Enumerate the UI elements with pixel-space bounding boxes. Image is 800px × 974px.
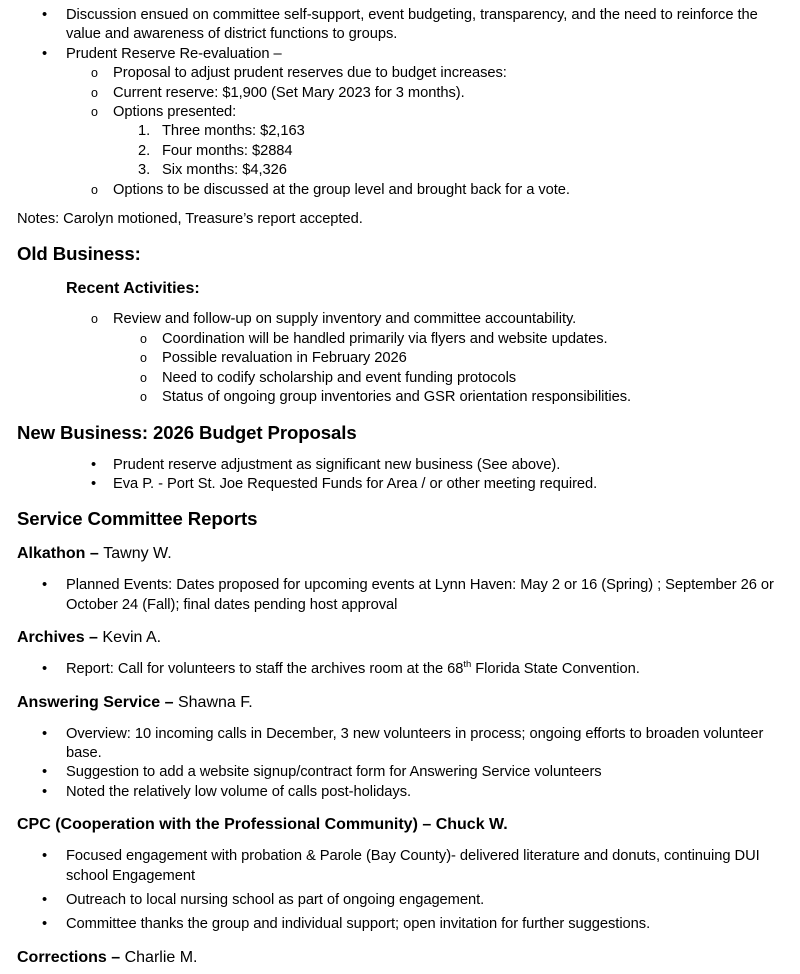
recent-activities-heading xyxy=(0,278,800,299)
text-run: Committee thanks the group and individual support; open invitation for further suggestions. xyxy=(66,916,651,933)
list-item xyxy=(0,330,800,349)
list-item-text xyxy=(66,784,411,800)
list-item xyxy=(0,388,800,407)
list-item xyxy=(0,456,800,475)
bullet-marker: o xyxy=(140,390,147,405)
list-item-text xyxy=(113,457,560,473)
list-item xyxy=(0,576,800,615)
list-item-text xyxy=(162,370,516,386)
bullet-marker: • xyxy=(42,661,48,678)
bullet-marker: o xyxy=(91,312,98,327)
text-run: Prudent Reserve Re-evaluation – xyxy=(66,45,282,62)
text-run: Recent Activities: xyxy=(66,280,200,298)
list-item-text xyxy=(113,311,576,327)
text-run: Notes: Carolyn motioned, Treasure’s report accepted. xyxy=(17,211,363,228)
list-item-text xyxy=(113,104,236,120)
text-run: Alkathon – xyxy=(17,545,104,563)
list-item-text xyxy=(66,7,758,42)
superscript-text: th xyxy=(463,659,472,671)
text-run: Options presented: xyxy=(113,104,237,121)
text-run: Three months: $2,163 xyxy=(162,123,305,140)
list-item-text xyxy=(66,916,650,932)
bullet-list xyxy=(0,576,800,615)
bullet-marker: o xyxy=(140,331,147,346)
bullet-marker: o xyxy=(140,370,147,385)
list-item-text xyxy=(66,892,484,908)
text-run: Florida State Convention. xyxy=(471,661,640,678)
list-item-text xyxy=(162,143,293,159)
list-item xyxy=(0,161,800,180)
text-run: Answering Service – xyxy=(17,693,178,711)
text-run: Tawny W. xyxy=(103,545,172,563)
text-run: Kevin A. xyxy=(102,629,162,647)
list-item-text xyxy=(113,476,597,492)
list-item xyxy=(0,369,800,388)
bullet-list xyxy=(0,310,800,407)
bullet-list xyxy=(0,6,800,200)
text-run: Need to codify scholarship and event funding protocols xyxy=(162,369,517,386)
bullet-marker: • xyxy=(42,891,48,908)
list-item xyxy=(0,84,800,103)
bullet-marker: • xyxy=(42,848,48,865)
list-item xyxy=(0,142,800,161)
list-item xyxy=(0,310,800,329)
bullet-marker: • xyxy=(42,916,48,933)
number-marker: 3. xyxy=(138,162,151,179)
text-run: CPC (Cooperation with the Professional Community) – Chuck W. xyxy=(17,816,508,834)
number-marker: 1. xyxy=(138,123,151,140)
new-business-heading xyxy=(0,421,800,445)
bullet-list xyxy=(0,847,800,935)
text-run: Charlie M. xyxy=(124,948,198,966)
list-item xyxy=(0,103,800,122)
list-item xyxy=(0,660,800,679)
text-run: Possible revaluation in February 2026 xyxy=(162,350,407,367)
text-run: Status of ongoing group inventories and GSR orientation responsibilities. xyxy=(162,389,632,406)
list-item xyxy=(0,915,800,934)
text-run: Planned Events: Dates proposed for upcoming events at Lynn Haven: May 2 or 16 (Spring) ; September 26 or October 24 (Fall); final dates pending host approval xyxy=(66,577,774,613)
text-run: Focused engagement with probation & Parole (Bay County)- delivered literature and donuts, continuing DUI school Engagement xyxy=(66,848,760,884)
bullet-marker: • xyxy=(42,783,48,800)
text-run: Coordination will be handled primarily via flyers and website updates. xyxy=(162,330,608,347)
list-item xyxy=(0,45,800,64)
text-run: Archives – xyxy=(17,629,103,647)
text-run: Report: Call for volunteers to staff the archives room at the 68 xyxy=(66,661,464,678)
bullet-marker: • xyxy=(42,7,48,23)
text-run: Four months: $2884 xyxy=(162,142,293,159)
text-run: Corrections – xyxy=(17,948,125,966)
answering-service-heading xyxy=(0,692,800,713)
list-item xyxy=(0,6,800,45)
archives-heading xyxy=(0,627,800,648)
text-run: Eva P. - Port St. Joe Requested Funds for Area / or other meeting required. xyxy=(113,475,598,492)
list-item xyxy=(0,783,800,802)
bullet-marker: o xyxy=(91,66,98,81)
bullet-list xyxy=(0,725,800,803)
bullet-marker: • xyxy=(42,764,48,781)
bullet-marker: o xyxy=(140,351,147,366)
text-run: Suggestion to add a website signup/contract form for Answering Service volunteers xyxy=(66,764,602,781)
list-item-text xyxy=(66,726,763,761)
old-business-heading xyxy=(0,242,800,266)
text-run: Old Business: xyxy=(17,243,141,265)
list-item-text xyxy=(66,661,640,677)
list-item-text xyxy=(113,182,570,198)
corrections-heading xyxy=(0,947,800,968)
text-run: Outreach to local nursing school as part of ongoing engagement. xyxy=(66,891,485,908)
bullet-marker: • xyxy=(42,45,48,62)
notes-paragraph xyxy=(0,210,800,229)
list-item-text xyxy=(66,764,602,780)
cpc-heading xyxy=(0,814,800,835)
list-item-text xyxy=(162,389,631,405)
text-run: New Business: 2026 Budget Proposals xyxy=(17,421,357,443)
list-item-text xyxy=(66,577,774,612)
list-item-text xyxy=(66,848,760,883)
list-item-text xyxy=(162,350,407,366)
text-run: Prudent reserve adjustment as significant new business (See above). xyxy=(113,456,561,473)
text-run: Options to be discussed at the group level and brought back for a vote. xyxy=(113,181,570,198)
list-item xyxy=(0,763,800,782)
text-run: Service Committee Reports xyxy=(17,508,258,530)
text-run: Six months: $4,326 xyxy=(162,162,287,179)
list-item-text xyxy=(113,65,507,81)
bullet-marker: o xyxy=(91,182,98,197)
text-run: Discussion ensued on committee self-support, event budgeting, transparency, and the need to reinforce the value and awareness of district functions to groups. xyxy=(66,7,758,43)
bullet-list xyxy=(0,660,800,679)
list-item xyxy=(0,122,800,141)
list-item xyxy=(0,64,800,83)
text-run: Review and follow-up on supply inventory and committee accountability. xyxy=(113,311,577,328)
list-item-text xyxy=(162,331,608,347)
list-item xyxy=(0,725,800,764)
text-run: Overview: 10 incoming calls in December, 3 new volunteers in process; ongoing efforts to broaden volunteer base. xyxy=(66,725,764,761)
bullet-list xyxy=(0,456,800,495)
text-run: Noted the relatively low volume of calls post-holidays. xyxy=(66,783,412,800)
alkathon-heading xyxy=(0,543,800,564)
list-item-text xyxy=(113,85,465,101)
bullet-marker: o xyxy=(91,105,98,120)
text-run: Current reserve: $1,900 (Set Mary 2023 for 3 months). xyxy=(113,84,465,101)
list-item-text xyxy=(162,123,305,139)
list-item xyxy=(0,349,800,368)
bullet-marker: o xyxy=(91,85,98,100)
list-item xyxy=(0,891,800,910)
list-item-text xyxy=(66,46,282,62)
bullet-marker: • xyxy=(42,577,48,594)
list-item xyxy=(0,475,800,494)
text-run: Proposal to adjust prudent reserves due to budget increases: xyxy=(113,65,507,82)
list-item xyxy=(0,847,800,886)
list-item-text xyxy=(162,162,287,178)
bullet-marker: • xyxy=(91,475,97,492)
bullet-marker: • xyxy=(42,725,48,742)
list-item xyxy=(0,181,800,200)
service-committee-reports-heading xyxy=(0,507,800,531)
text-run: Shawna F. xyxy=(177,693,253,711)
bullet-marker: • xyxy=(91,456,97,473)
number-marker: 2. xyxy=(138,142,151,159)
